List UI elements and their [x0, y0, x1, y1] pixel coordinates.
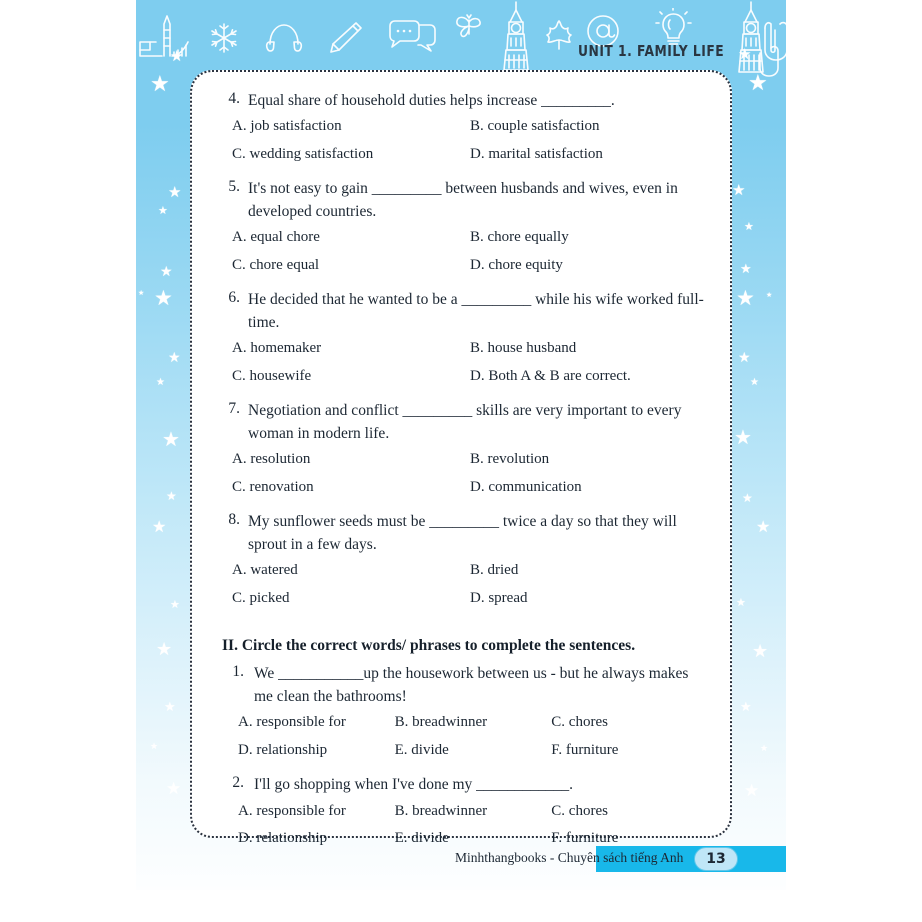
answer-option[interactable]: B. revolution	[470, 451, 550, 468]
star-icon: ★	[166, 489, 177, 503]
question-text: I'll go shopping when I've done my ____________.	[254, 776, 573, 794]
answer-option[interactable]: A. responsible for	[238, 714, 346, 731]
option-row	[218, 142, 708, 168]
star-icon: ★	[738, 351, 751, 366]
answer-option[interactable]: C. chore equal	[232, 256, 320, 273]
star-icon: ★	[734, 427, 752, 449]
question-text: We ___________up the housework between us - but he always makes me clean the bathrooms!	[254, 665, 689, 705]
answer-option[interactable]: D. marital satisfaction	[470, 145, 603, 162]
question-stem-row	[218, 400, 708, 445]
answer-option[interactable]: A. equal chore	[232, 229, 320, 246]
exercise-card	[190, 70, 732, 847]
speech-bubbles-icon	[386, 16, 438, 56]
question-block	[218, 663, 708, 763]
question-number: 5.	[228, 178, 240, 196]
maple-leaf-icon	[542, 18, 576, 52]
question-block	[218, 289, 708, 389]
answer-option[interactable]: D. spread	[470, 589, 528, 606]
answer-option[interactable]: A. homemaker	[232, 340, 322, 357]
headphones-icon	[264, 20, 304, 56]
star-icon: ★	[744, 221, 754, 233]
answer-option[interactable]: D. relationship	[238, 741, 328, 758]
star-icon: ★	[156, 639, 173, 659]
star-icon: ★	[162, 429, 180, 451]
option-row	[218, 738, 708, 764]
answer-option[interactable]: E. divide	[394, 830, 449, 847]
option-row	[218, 364, 708, 390]
star-icon: ★	[170, 49, 184, 65]
answer-option[interactable]: B. chore equally	[470, 229, 569, 246]
option-row	[218, 710, 708, 736]
paperclip-icon	[756, 42, 780, 82]
option-row	[218, 253, 708, 279]
star-icon: ★	[736, 597, 746, 609]
question-number: 6.	[228, 289, 240, 307]
question-stem-row	[218, 774, 708, 796]
section-2-question-list	[218, 663, 708, 851]
star-icon: ★	[738, 47, 752, 63]
star-icon: ★	[732, 183, 746, 199]
question-stem-row	[218, 289, 708, 334]
question-block	[218, 178, 708, 278]
question-text: He decided that he wanted to be a _________ while his wife worked full-time.	[248, 291, 704, 331]
star-icon: ★	[760, 743, 769, 753]
star-icon: ★	[756, 519, 771, 536]
question-text: Equal share of household duties helps increase _________.	[248, 92, 615, 109]
star-icon: ★	[138, 289, 145, 297]
question-stem-row	[218, 663, 708, 708]
star-icon: ★	[158, 205, 168, 217]
answer-option[interactable]: C. chores	[551, 802, 608, 819]
answer-option[interactable]: D. chore equity	[470, 256, 563, 273]
answer-option[interactable]: C. chores	[551, 714, 608, 731]
answer-option[interactable]: C. housewife	[232, 367, 312, 384]
answer-option[interactable]: D. Both A & B are correct.	[470, 367, 631, 384]
answer-option[interactable]: B. house husband	[470, 340, 577, 357]
question-number: 4.	[228, 90, 240, 107]
answer-option[interactable]: F. furniture	[551, 830, 619, 847]
option-row	[218, 114, 708, 140]
header-icon-strip	[136, 0, 786, 74]
butterfly-icon	[454, 14, 484, 40]
answer-option[interactable]: A. responsible for	[238, 802, 346, 819]
question-block	[218, 90, 708, 167]
question-text: It's not easy to gain _________ between husbands and wives, even in developed countries.	[248, 180, 678, 220]
tower-bridge-icon	[138, 12, 196, 60]
star-icon: ★	[150, 71, 170, 96]
star-icon: ★	[744, 781, 760, 800]
section-1-question-list	[218, 90, 708, 611]
question-stem-row	[218, 178, 708, 223]
answer-option[interactable]: D. relationship	[238, 830, 328, 847]
snowflake-icon	[208, 22, 240, 54]
publisher-credit: Minhthangbooks - Chuyên sách tiếng Anh	[455, 850, 684, 865]
answer-option[interactable]: B. breadwinner	[394, 802, 488, 819]
question-number: 2.	[232, 774, 244, 792]
star-icon: ★	[750, 377, 759, 388]
star-icon: ★	[740, 699, 752, 714]
option-row	[218, 558, 708, 584]
question-number: 1.	[232, 663, 244, 681]
star-icon: ★	[742, 491, 753, 505]
answer-option[interactable]: C. renovation	[232, 478, 314, 495]
section-2-heading: II. Circle the correct words/ phrases to complete the sentences.	[222, 637, 636, 655]
star-icon: ★	[170, 599, 180, 611]
star-icon: ★	[736, 286, 755, 310]
star-icon: ★	[168, 351, 181, 366]
star-icon: ★	[152, 519, 167, 536]
question-block	[218, 511, 708, 611]
question-text: Negotiation and conflict _________ skills are very important to every woman in modern life.	[248, 402, 682, 442]
star-icon: ★	[748, 70, 768, 95]
option-row	[218, 447, 708, 473]
question-stem-row	[218, 90, 708, 112]
pencil-icon	[326, 20, 364, 56]
question-block	[218, 774, 708, 851]
question-text: My sunflower seeds must be _________ twice a day so that they will sprout in a few days.	[248, 513, 677, 553]
option-row	[218, 475, 708, 501]
star-icon: ★	[164, 699, 176, 714]
star-icon: ★	[766, 291, 773, 299]
option-row	[218, 225, 708, 251]
answer-option[interactable]: B. dried	[470, 562, 519, 579]
star-icon: ★	[168, 185, 182, 201]
answer-option[interactable]: D. communication	[470, 478, 582, 495]
question-stem-row	[218, 511, 708, 556]
star-icon: ★	[752, 641, 769, 661]
unit-title: UNIT 1. FAMILY LIFE	[577, 42, 724, 60]
star-icon: ★	[740, 261, 752, 276]
option-row	[218, 799, 708, 825]
option-row	[218, 336, 708, 362]
star-icon: ★	[150, 741, 159, 751]
answer-option[interactable]: C. picked	[232, 589, 290, 606]
question-number: 8.	[228, 511, 240, 529]
star-icon: ★	[156, 377, 165, 388]
answer-option[interactable]: B. couple satisfaction	[470, 118, 600, 135]
page-number-badge: 13	[694, 847, 738, 871]
star-icon: ★	[160, 265, 173, 280]
answer-option[interactable]: C. wedding satisfaction	[232, 145, 374, 162]
answer-option[interactable]: A. watered	[232, 562, 298, 579]
star-icon: ★	[166, 779, 182, 798]
answer-option[interactable]: B. breadwinner	[394, 714, 488, 731]
answer-option[interactable]: E. divide	[394, 741, 449, 758]
answer-option[interactable]: A. resolution	[232, 451, 311, 468]
question-number: 7.	[228, 400, 240, 418]
answer-option[interactable]: A. job satisfaction	[232, 118, 342, 135]
option-row	[218, 586, 708, 612]
big-ben-icon	[491, 0, 541, 74]
question-block	[218, 400, 708, 500]
star-icon: ★	[154, 286, 173, 310]
answer-option[interactable]: F. furniture	[551, 741, 619, 758]
